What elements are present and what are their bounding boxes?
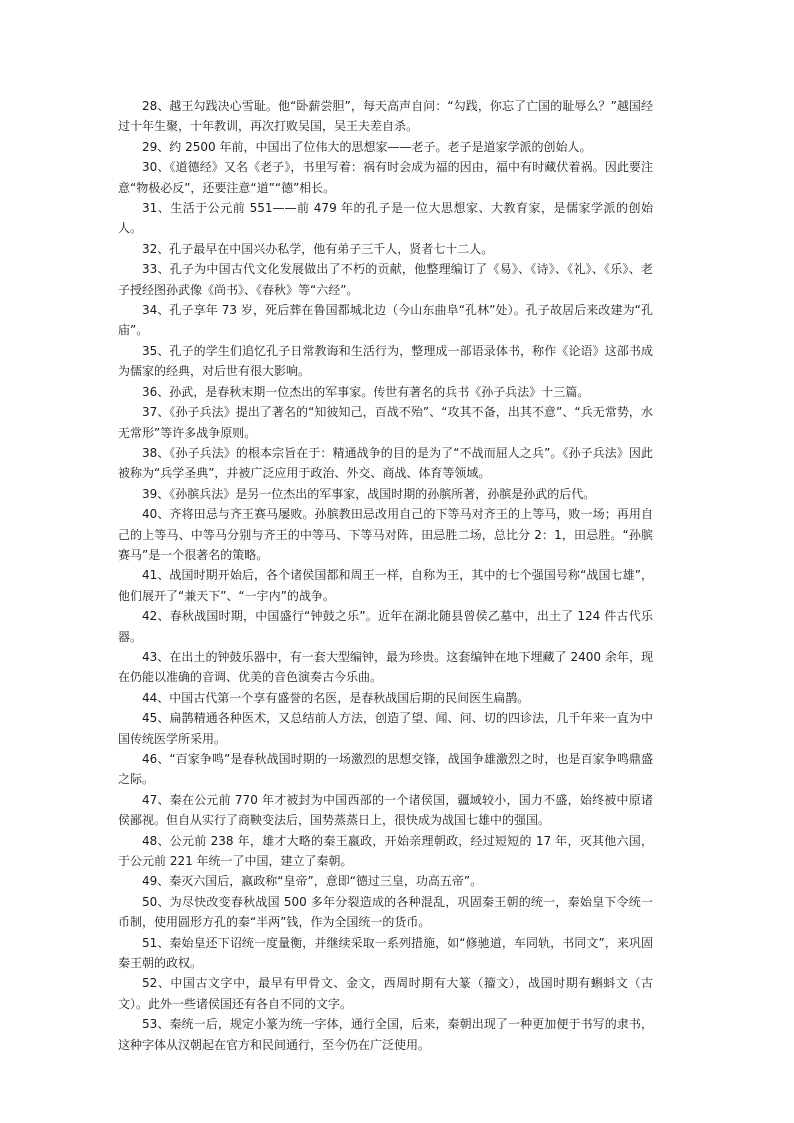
paragraph-42: 42、春秋战国时期，中国盛行“钟鼓之乐”。近年在湖北随县曾侯乙墓中，出土了 124 件古代乐器。 bbox=[118, 609, 653, 644]
paragraph-29: 29、约 2500 年前，中国出了位伟大的思想家——老子。老子是道家学派的创始人。 bbox=[142, 139, 592, 154]
paragraph-33: 33、孔子为中国古代文化发展做出了不朽的贡献，他整理编订了《易》、《诗》、《礼》、《乐》、老子授经图孙武像《尚书》、《春秋》等“六经”。 bbox=[118, 262, 653, 297]
paragraph-46: 46、“百家争鸣”是春秋战国时期的一场激烈的思想交锋，战国争雄激烈之时，也是百家争鸣鼎盛之际。 bbox=[118, 752, 653, 787]
paragraph-47: 47、秦在公元前 770 年才被封为中国西部的一个诸侯国，疆域较小，国力不盛，始终被中原诸侯鄙视。但自从实行了商鞅变法后，国势蒸蒸日上，很快成为战国七雄中的强国。 bbox=[118, 792, 653, 828]
paragraph-32: 32、孔子最早在中国兴办私学，他有弟子三千人，贤者七十二人。 bbox=[142, 241, 494, 256]
paragraph-41: 41、战国时期开始后，各个诸侯国都和周王一样，自称为王，其中的七个强国号称“战国七雄”，他们展开了“兼天下”、“一宇内”的战争。 bbox=[118, 568, 653, 603]
paragraph-37: 37、《孙子兵法》提出了著名的“知彼知己，百战不殆”、“攻其不备，出其不意”、“兵无常势，水无常形”等许多战争原则。 bbox=[118, 405, 653, 440]
paragraph-34: 34、孔子享年 73 岁，死后葬在鲁国都城北边（今山东曲阜“孔林”处）。孔子故居后来改建为“孔庙”。 bbox=[118, 303, 653, 338]
paragraph-31: 31、生活于公元前 551——前 479 年的孔子是一位大思想家、大教育家，是儒家学派的创始人。 bbox=[118, 201, 653, 236]
paragraph-36: 36、孙武，是春秋末期一位杰出的军事家。传世有著名的兵书《孙子兵法》十三篇。 bbox=[142, 384, 590, 399]
paragraph-44: 44、中国古代第一个享有盛誉的名医，是春秋战国后期的民间医生扁鹊。 bbox=[142, 690, 530, 705]
document-body bbox=[118, 96, 653, 1055]
paragraph-52: 52、中国古文字中，最早有甲骨文、金文，西周时期有大篆（籀文），战国时期有蝌蚪文（古文）。此外一些诸侯国还有各自不同的文字。 bbox=[118, 976, 653, 1011]
paragraph-35: 35、孔子的学生们追忆孔子日常教诲和生活行为，整理成一部语录体书，称作《论语》这部书成为儒家的经典，对后世有很大影响。 bbox=[118, 343, 653, 379]
paragraph-39: 39、《孙膑兵法》是另一位杰出的军事家，战国时期的孙膑所著，孙膑是孙武的后代。 bbox=[142, 486, 596, 501]
paragraph-28: 28、越王勾践决心雪耻。他“卧薪尝胆”，每天高声自问：“勾践，你忘了亡国的耻辱么？”越国经过十年生聚，十年教训，再次打败吴国，吴王夫差自杀。 bbox=[118, 99, 653, 134]
paragraph-50: 50、为尽快改变春秋战国 500 多年分裂造成的各种混乱，巩固秦王朝的统一，秦始皇下令统一币制，使用圆形方孔的秦“半两”钱，作为全国统一的货币。 bbox=[118, 894, 653, 930]
paragraph-40: 40、齐将田忌与齐王赛马屡败。孙膑教田忌改用自己的下等马对齐王的上等马，败一场；再用自己的上等马、中等马分别与齐王的中等马、下等马对阵，田忌胜二场，总比分 2：1，田忌胜。“孙膑赛马”是一个很著名的策略。 bbox=[118, 507, 653, 562]
paragraph-51: 51、秦始皇还下诏统一度量衡，并继续采取一系列措施，如“修驰道，车同轨，书同文”，来巩固秦王朝的政权。 bbox=[118, 935, 653, 971]
paragraph-48: 48、公元前 238 年，雄才大略的秦王嬴政，开始亲理朝政，经过短短的 17 年，灭其他六国，于公元前 221 年统一了中国，建立了秦朝。 bbox=[118, 833, 653, 869]
paragraph-30: 30、《道德经》又名《老子》，书里写着：祸有时会成为福的因由，福中有时藏伏着祸。因此要注意“物极必反”，还要注意“道”“德”相长。 bbox=[118, 160, 653, 195]
paragraph-53: 53、秦统一后，规定小篆为统一字体，通行全国，后来，秦朝出现了一种更加便于书写的隶书，这种字体从汉朝起在官方和民间通行，至今仍在广泛使用。 bbox=[118, 1017, 653, 1052]
paragraph-38: 38、《孙子兵法》的根本宗旨在于：精通战争的目的是为了“不战而屈人之兵”。《孙子兵法》因此被称为“兵学圣典”，并被广泛应用于政治、外交、商战、体育等领域。 bbox=[118, 445, 653, 481]
paragraph-49: 49、秦灭六国后，嬴政称“皇帝”，意即“德过三皇，功高五帝”。 bbox=[142, 874, 483, 889]
paragraph-43: 43、在出土的钟鼓乐器中，有一套大型编钟，最为珍贵。这套编钟在地下埋藏了 2400 余年，现在仍能以准确的音调、优美的音色演奏古今乐曲。 bbox=[118, 649, 653, 685]
paragraph-45: 45、扁鹊精通各种医术，又总结前人方法，创造了望、闻、问、切的四诊法，几千年来一直为中国传统医学所采用。 bbox=[118, 711, 653, 746]
